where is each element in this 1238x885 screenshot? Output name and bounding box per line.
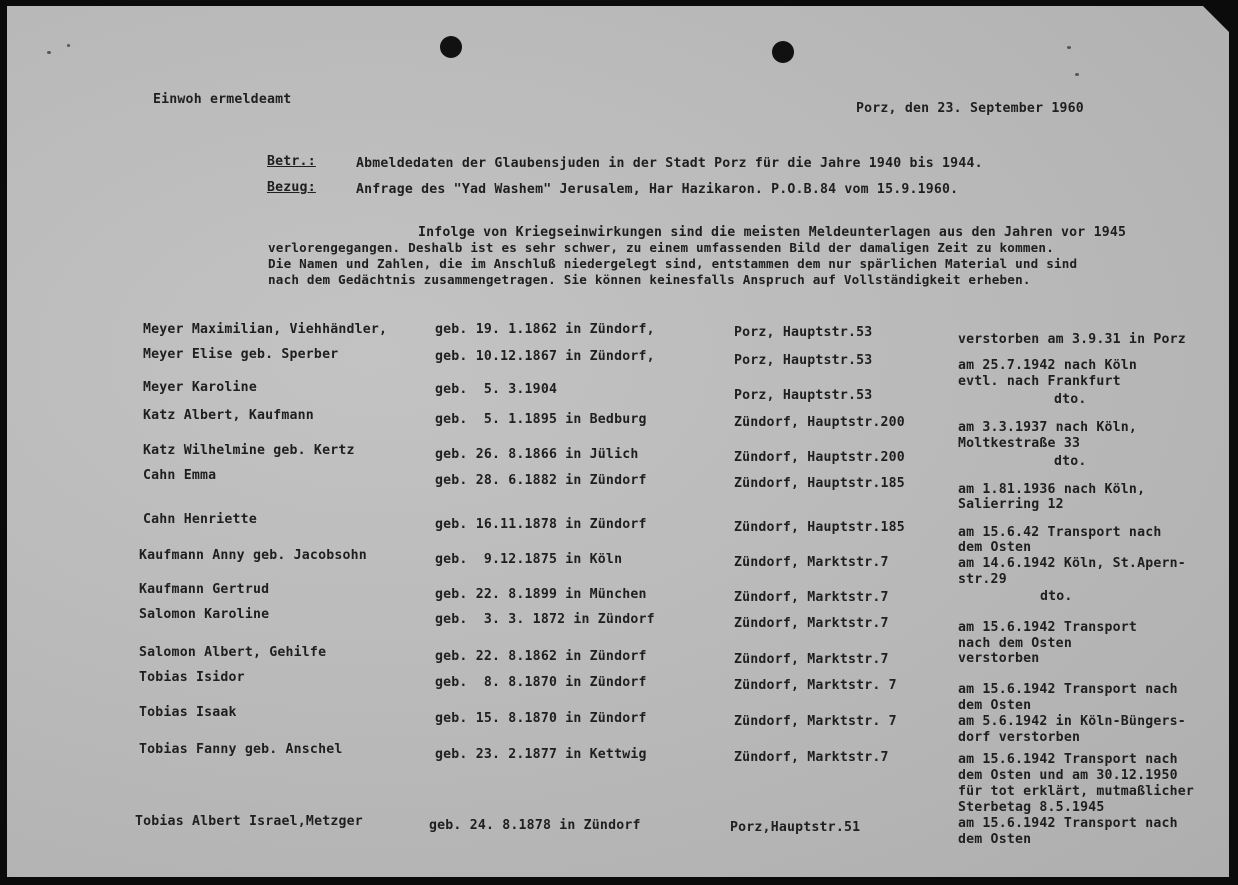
record-name: Tobias Isaak — [139, 705, 237, 720]
record-note: am 5.6.1942 in Köln-Büngers- — [958, 714, 1186, 729]
record-name: Tobias Isidor — [139, 670, 245, 685]
record-birth: geb. 28. 6.1882 in Zündorf — [435, 473, 647, 488]
punch-hole-right — [772, 41, 794, 63]
record-note: am 14.6.1942 Köln, St.Apern- — [958, 556, 1186, 571]
record-birth: geb. 3. 3. 1872 in Zündorf — [435, 612, 655, 627]
folded-corner — [1203, 6, 1229, 32]
record-birth: geb. 15. 8.1870 in Zündorf — [435, 711, 647, 726]
record-address: Zündorf, Marktstr.7 — [734, 590, 889, 605]
record-note: evtl. nach Frankfurt — [958, 374, 1121, 389]
record-name: Tobias Fanny geb. Anschel — [139, 742, 343, 757]
record-note: dto. — [1054, 454, 1087, 469]
record-note: Salierring 12 — [958, 497, 1064, 512]
record-name: Salomon Albert, Gehilfe — [139, 645, 327, 660]
office-header: Einwoh ermeldeamt — [153, 92, 292, 107]
record-name: Meyer Elise geb. Sperber — [143, 347, 339, 362]
record-name: Tobias Albert Israel,Metzger — [135, 814, 363, 829]
record-note: verstorben am 3.9.31 in Porz — [958, 332, 1186, 347]
record-note: verstorben — [958, 651, 1040, 666]
record-note: am 1.81.1936 nach Köln, — [958, 482, 1146, 497]
scan-speck — [1075, 73, 1079, 76]
intro-line: Die Namen und Zahlen, die im Anschluß niedergelegt sind, entstammen dem nur spärlichen Material und sind — [268, 256, 1078, 271]
record-address: Zündorf, Marktstr.7 — [734, 652, 889, 667]
scan-speck — [67, 44, 70, 47]
subject-label: Betr.: — [267, 154, 316, 169]
record-birth: geb. 19. 1.1862 in Zündorf, — [435, 322, 655, 337]
record-birth: geb. 5. 1.1895 in Bedburg — [435, 412, 647, 427]
record-birth: geb. 24. 8.1878 in Zündorf — [429, 818, 641, 833]
record-name: Meyer Maximilian, Viehhändler, — [143, 322, 388, 337]
record-note: Sterbetag 8.5.1945 — [958, 800, 1105, 815]
record-address: Porz,Hauptstr.51 — [730, 820, 861, 835]
record-address: Zündorf, Hauptstr.185 — [734, 520, 905, 535]
record-note: am 15.6.1942 Transport — [958, 620, 1138, 635]
record-address: Porz, Hauptstr.53 — [734, 388, 873, 403]
record-birth: geb. 9.12.1875 in Köln — [435, 552, 623, 567]
record-birth: geb. 8. 8.1870 in Zündorf — [435, 675, 647, 690]
place-date: Porz, den 23. September 1960 — [856, 101, 1084, 116]
record-note: am 25.7.1942 nach Köln — [958, 358, 1138, 373]
record-name: Meyer Karoline — [143, 380, 257, 395]
record-birth: geb. 23. 2.1877 in Kettwig — [435, 747, 647, 762]
subject-text: Abmeldedaten der Glaubensjuden in der Stadt Porz für die Jahre 1940 bis 1944. — [356, 156, 983, 171]
record-name: Kaufmann Anny geb. Jacobsohn — [139, 548, 367, 563]
record-note: dto. — [1040, 589, 1073, 604]
record-birth: geb. 22. 8.1862 in Zündorf — [435, 649, 647, 664]
record-note: dem Osten — [958, 698, 1032, 713]
intro-line: Infolge von Kriegseinwirkungen sind die meisten Meldeunterlagen aus den Jahren vor 1945 — [418, 225, 1127, 240]
record-note: am 3.3.1937 nach Köln, — [958, 420, 1138, 435]
record-note: am 15.6.1942 Transport nach — [958, 682, 1178, 697]
record-note: dem Osten — [958, 540, 1032, 555]
intro-line: nach dem Gedächtnis zusammengetragen. Sie können keinesfalls Anspruch auf Vollständigkeit erheben. — [268, 272, 1031, 287]
record-address: Porz, Hauptstr.53 — [734, 325, 873, 340]
reference-text: Anfrage des "Yad Washem" Jerusalem, Har Hazikaron. P.O.B.84 vom 15.9.1960. — [356, 182, 959, 197]
document-page — [7, 6, 1229, 877]
intro-line: verlorengegangen. Deshalb ist es sehr schwer, zu einem umfassenden Bild der damaligen Zeit zu kommen. — [268, 240, 1054, 255]
record-birth: geb. 26. 8.1866 in Jülich — [435, 447, 639, 462]
record-note: am 15.6.42 Transport nach — [958, 525, 1162, 540]
record-name: Katz Wilhelmine geb. Kertz — [143, 443, 355, 458]
record-address: Porz, Hauptstr.53 — [734, 353, 873, 368]
record-note: dto. — [1054, 392, 1087, 407]
record-name: Salomon Karoline — [139, 607, 270, 622]
record-note: str.29 — [958, 572, 1007, 587]
record-name: Cahn Henriette — [143, 512, 257, 527]
record-address: Zündorf, Marktstr.7 — [734, 616, 889, 631]
punch-hole-left — [440, 36, 462, 58]
record-note: für tot erklärt, mutmaßlicher — [958, 784, 1195, 799]
record-birth: geb. 22. 8.1899 in München — [435, 587, 647, 602]
reference-label: Bezug: — [267, 180, 316, 195]
record-name: Cahn Emma — [143, 468, 217, 483]
scan-speck — [47, 51, 51, 54]
record-note: nach dem Osten — [958, 636, 1072, 651]
record-note: dem Osten — [958, 832, 1032, 847]
record-birth: geb. 16.11.1878 in Zündorf — [435, 517, 647, 532]
record-note: dorf verstorben — [958, 730, 1081, 745]
record-note: dem Osten und am 30.12.1950 — [958, 768, 1178, 783]
record-address: Zündorf, Hauptstr.185 — [734, 476, 905, 491]
record-address: Zündorf, Marktstr. 7 — [734, 678, 897, 693]
record-address: Zündorf, Hauptstr.200 — [734, 450, 905, 465]
record-note: Moltkestraße 33 — [958, 436, 1081, 451]
record-name: Katz Albert, Kaufmann — [143, 408, 314, 423]
record-birth: geb. 10.12.1867 in Zündorf, — [435, 349, 655, 364]
record-birth: geb. 5. 3.1904 — [435, 382, 558, 397]
record-address: Zündorf, Marktstr. 7 — [734, 714, 897, 729]
record-address: Zündorf, Marktstr.7 — [734, 555, 889, 570]
record-address: Zündorf, Hauptstr.200 — [734, 415, 905, 430]
record-note: am 15.6.1942 Transport nach — [958, 816, 1178, 831]
record-name: Kaufmann Gertrud — [139, 582, 270, 597]
record-note: am 15.6.1942 Transport nach — [958, 752, 1178, 767]
scan-speck — [1067, 46, 1071, 49]
record-address: Zündorf, Marktstr.7 — [734, 750, 889, 765]
